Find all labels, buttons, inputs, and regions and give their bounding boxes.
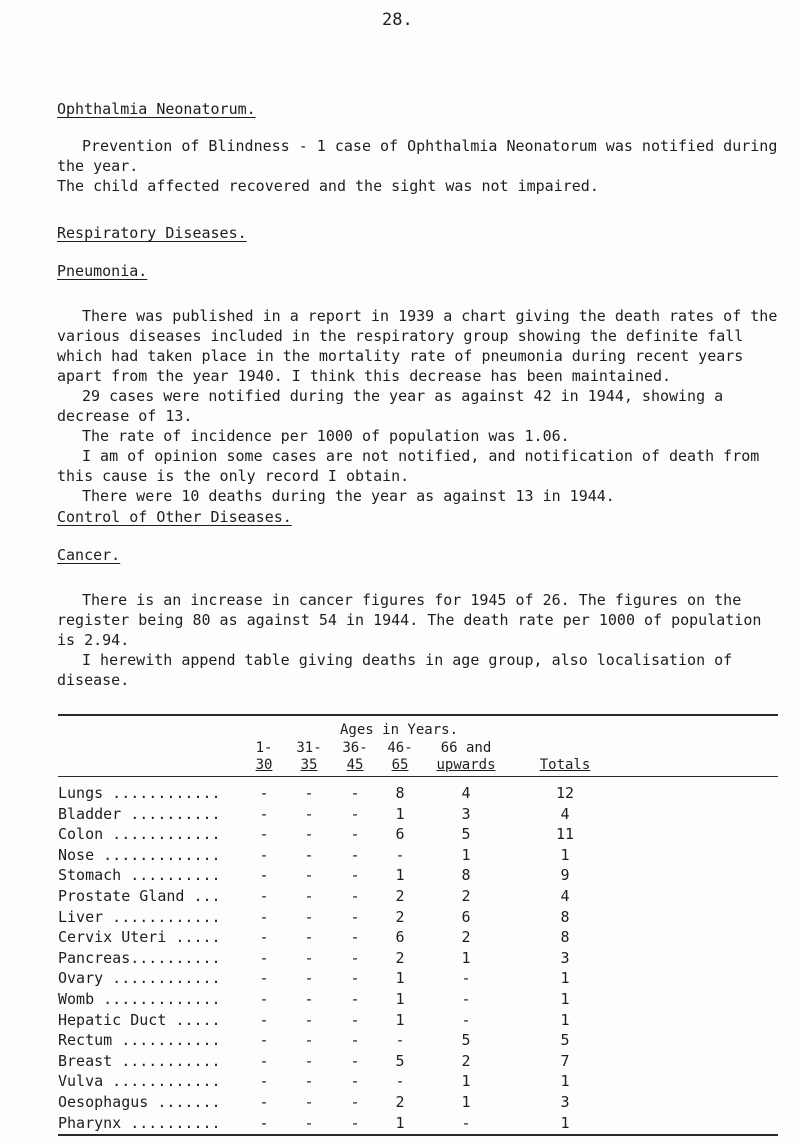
row-value: - <box>259 969 269 988</box>
row-value: - <box>350 1051 360 1070</box>
row-value: - <box>350 1010 360 1029</box>
row-value: - <box>259 1093 269 1111</box>
row-total: 1 <box>560 969 570 988</box>
row-value: - <box>259 887 269 905</box>
row-total: 1 <box>560 1113 570 1132</box>
row-value: - <box>350 907 360 926</box>
paragraph: The rate of incidence per 1000 of population was 1.06. <box>82 427 570 445</box>
row-value: - <box>259 804 269 823</box>
row-value: - <box>259 1010 269 1029</box>
row-value: - <box>350 887 360 905</box>
row-value: - <box>304 866 314 885</box>
row-site-label: Liver ............ <box>58 907 221 926</box>
row-site-label: Pancreas.......... <box>58 948 221 967</box>
row-value: - <box>350 804 360 823</box>
row-value: 8 <box>395 784 405 802</box>
row-value: 5 <box>461 1031 471 1050</box>
row-site-label: Pharynx .......... <box>58 1113 221 1132</box>
row-total: 4 <box>560 804 570 823</box>
row-value: 1 <box>395 1010 405 1029</box>
row-value: - <box>304 1010 314 1029</box>
row-total: 5 <box>560 1031 570 1050</box>
row-value: 2 <box>461 887 471 905</box>
row-value: 1 <box>395 1113 405 1132</box>
paragraph: There is an increase in cancer figures for 1945 of 26. The figures on the register being 80 as against 54 in 1944. The death rate per 1000 of population is 2.94. <box>57 591 762 649</box>
row-value: 1 <box>461 1093 471 1111</box>
row-value: 1 <box>461 1072 471 1091</box>
row-value: 2 <box>395 1093 405 1111</box>
row-value: - <box>259 866 269 885</box>
col-31-35-bottom: 35 <box>300 757 318 773</box>
row-site-label: Colon ............ <box>58 825 221 844</box>
paragraph: There was published in a report in 1939 a chart giving the death rates of the various diseases included in the respiratory group showing the definite fall which had taken place in the mortality rate of pneumonia during recent years apart from the year 1940. I think this decrease has been maintained. <box>57 307 778 385</box>
row-value: - <box>395 845 405 864</box>
row-total: 8 <box>560 928 570 947</box>
row-value: - <box>259 1113 269 1132</box>
table-row <box>58 825 778 846</box>
row-value: - <box>259 1072 269 1091</box>
row-value: 6 <box>395 825 405 844</box>
row-site-label: Vulva ............ <box>58 1072 221 1091</box>
row-value: - <box>395 1031 405 1050</box>
table-row <box>58 846 778 867</box>
row-value: - <box>259 845 269 864</box>
respiratory-heading: Respiratory Diseases. <box>57 224 247 242</box>
row-value: 1 <box>461 845 471 864</box>
table-row <box>58 1052 778 1073</box>
row-value: 2 <box>395 948 405 967</box>
row-value: 1 <box>395 969 405 988</box>
page-number: 28. <box>382 10 413 30</box>
row-value: - <box>304 784 314 802</box>
row-value: - <box>461 969 471 988</box>
row-site-label: Prostate Gland ... <box>58 887 221 905</box>
row-site-label: Cervix Uteri ..... <box>58 928 221 947</box>
table-header-rule <box>58 776 778 777</box>
row-value: - <box>259 907 269 926</box>
row-site-label: Womb ............. <box>58 990 221 1008</box>
row-value: - <box>350 1113 360 1132</box>
row-total: 1 <box>560 1072 570 1091</box>
row-total: 4 <box>560 887 570 905</box>
row-total: 1 <box>560 845 570 864</box>
row-value: - <box>461 1113 471 1132</box>
table-row <box>58 1031 778 1052</box>
row-value: - <box>304 804 314 823</box>
row-value: 6 <box>395 928 405 947</box>
cancer-heading: Cancer. <box>57 546 121 564</box>
row-value: - <box>259 825 269 844</box>
row-total: 1 <box>560 1010 570 1029</box>
col-36-45-bottom: 45 <box>346 757 364 773</box>
row-value: - <box>259 990 269 1008</box>
table-row <box>58 866 778 887</box>
table-row <box>58 887 778 908</box>
row-value: 5 <box>395 1051 405 1070</box>
table-bottom-rule <box>58 1134 778 1136</box>
paragraph: There were 10 deaths during the year as against 13 in 1944. <box>82 487 615 505</box>
row-site-label: Ovary ............ <box>58 969 221 988</box>
row-value: - <box>461 1010 471 1029</box>
row-value: - <box>350 1072 360 1091</box>
row-site-label: Breast ........... <box>58 1051 221 1070</box>
col-46-65-bottom: 65 <box>391 757 409 773</box>
pneumonia-heading: Pneumonia. <box>57 262 148 280</box>
row-value: 2 <box>461 1051 471 1070</box>
row-value: - <box>304 1031 314 1050</box>
row-value: 3 <box>461 804 471 823</box>
control-heading: Control of Other Diseases. <box>57 508 292 526</box>
row-value: - <box>350 784 360 802</box>
table-row <box>58 990 778 1011</box>
ophthalmia-text <box>57 136 787 196</box>
row-value: - <box>259 1031 269 1050</box>
table-row <box>58 928 778 949</box>
table-row <box>58 1114 778 1135</box>
row-value: - <box>350 866 360 885</box>
row-value: - <box>350 825 360 844</box>
ophthalmia-heading: Ophthalmia Neonatorum. <box>57 100 256 118</box>
row-value: - <box>304 1113 314 1132</box>
row-total: 8 <box>560 907 570 926</box>
ages-group-header: Ages in Years. <box>339 722 459 738</box>
paragraph: I herewith append table giving deaths in age group, also localisation of disease. <box>57 651 733 689</box>
row-value: 2 <box>461 928 471 947</box>
row-value: - <box>304 887 314 905</box>
col-31-35-top: 31- <box>296 740 322 756</box>
row-site-label: Nose ............. <box>58 845 221 864</box>
row-value: - <box>350 969 360 988</box>
row-value: 4 <box>461 784 471 802</box>
col-66-upwards-top: 66 and <box>440 740 492 756</box>
row-value: - <box>304 1072 314 1091</box>
paragraph: I am of opinion some cases are not notified, and notification of death from this cause is the only record I obtain. <box>57 447 760 485</box>
row-value: 6 <box>461 907 471 926</box>
col-1-30-bottom: 30 <box>255 757 273 773</box>
row-value: - <box>350 845 360 864</box>
row-value: 2 <box>395 887 405 905</box>
row-total: 9 <box>560 866 570 885</box>
table-row <box>58 908 778 929</box>
row-site-label: Stomach .......... <box>58 866 221 885</box>
row-value: - <box>304 948 314 967</box>
table-row <box>58 805 778 826</box>
row-site-label: Rectum ........... <box>58 1031 221 1050</box>
col-36-45-top: 36- <box>342 740 368 756</box>
paragraph: The child affected recovered and the sight was not impaired. <box>57 177 599 195</box>
row-value: - <box>350 1093 360 1111</box>
row-total: 1 <box>560 990 570 1008</box>
row-value: 5 <box>461 825 471 844</box>
row-value: 1 <box>395 990 405 1008</box>
col-66-upwards-bottom: upwards <box>436 757 496 773</box>
paragraph: Prevention of Blindness - 1 case of Ophthalmia Neonatorum was notified during the year. <box>57 137 778 175</box>
row-total: 3 <box>560 1093 570 1111</box>
row-value: - <box>304 969 314 988</box>
row-value: - <box>304 825 314 844</box>
row-total: 7 <box>560 1051 570 1070</box>
row-value: - <box>350 948 360 967</box>
table-row <box>58 1093 778 1114</box>
row-value: - <box>259 784 269 802</box>
row-value: - <box>395 1072 405 1091</box>
row-value: - <box>259 1051 269 1070</box>
row-value: 1 <box>395 866 405 885</box>
row-site-label: Hepatic Duct ..... <box>58 1010 221 1029</box>
row-total: 12 <box>555 784 575 802</box>
table-row <box>58 1011 778 1032</box>
row-value: - <box>304 990 314 1008</box>
row-site-label: Lungs ............ <box>58 784 221 802</box>
row-value: - <box>350 928 360 947</box>
cancer-text <box>57 590 787 690</box>
row-total: 11 <box>555 825 575 844</box>
row-value: - <box>350 990 360 1008</box>
col-46-65-top: 46- <box>387 740 413 756</box>
paragraph: 29 cases were notified during the year as against 42 in 1944, showing a decrease of 13. <box>57 387 724 425</box>
table-row <box>58 784 778 805</box>
row-value: - <box>350 1031 360 1050</box>
row-value: 1 <box>395 804 405 823</box>
table-top-rule <box>58 714 778 716</box>
pneumonia-text <box>57 306 787 506</box>
row-value: - <box>304 845 314 864</box>
row-value: - <box>304 928 314 947</box>
row-site-label: Bladder .......... <box>58 804 221 823</box>
row-value: - <box>259 928 269 947</box>
table-row <box>58 949 778 970</box>
row-value: - <box>461 990 471 1008</box>
row-value: - <box>304 1051 314 1070</box>
table-row <box>58 969 778 990</box>
col-1-30-top: 1- <box>255 740 273 756</box>
row-site-label: Oesophagus ....... <box>58 1093 221 1111</box>
row-value: 8 <box>461 866 471 885</box>
row-value: - <box>304 1093 314 1111</box>
row-value: 2 <box>395 907 405 926</box>
row-value: 1 <box>461 948 471 967</box>
row-total: 3 <box>560 948 570 967</box>
row-value: - <box>259 948 269 967</box>
table-row <box>58 1072 778 1093</box>
col-totals: Totals <box>539 757 591 773</box>
row-value: - <box>304 907 314 926</box>
